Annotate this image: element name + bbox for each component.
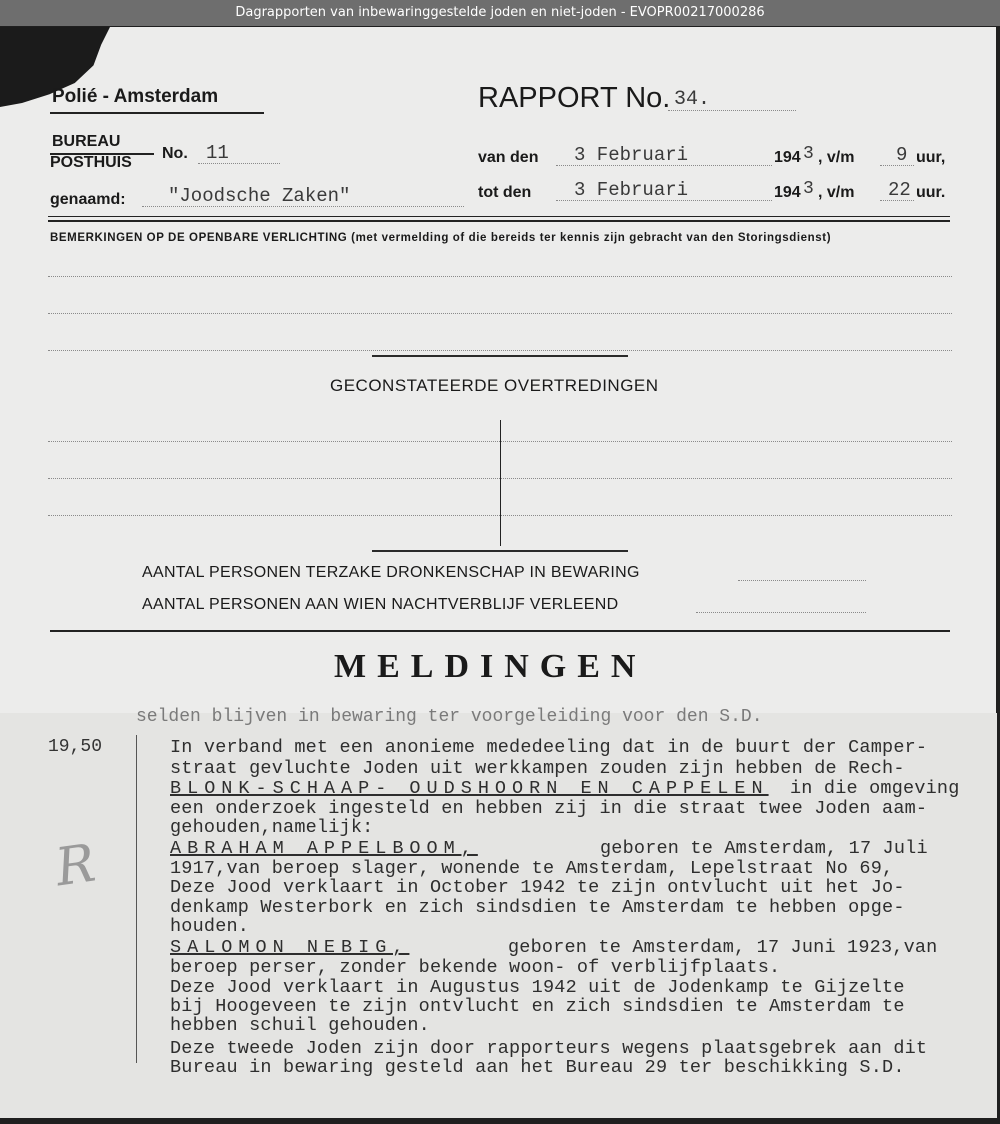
from-hour-line: [880, 165, 914, 166]
typed-line: denkamp Westerbork en zich sindsdien te Amsterdam te hebben opge-: [170, 897, 905, 918]
from-vm: , v/m: [818, 149, 855, 166]
police-label: Polié - Amsterdam: [52, 86, 219, 107]
typed-line: een onderzoek ingesteld en hebben zij in die straat twee Joden aam-: [170, 798, 928, 819]
typed-line: geboren te Amsterdam, 17 Juni 1923,van: [508, 937, 938, 958]
report-number: 34.: [674, 88, 711, 111]
report-number-line: [668, 110, 796, 111]
bureau-no-label: No.: [162, 145, 188, 162]
lighting-section: [50, 232, 831, 244]
to-hour-line: [880, 200, 914, 201]
typed-line: bij Hoogeveen te zijn ontvlucht en zich sindsdien te Amsterdam te: [170, 996, 905, 1017]
named-value: "Joodsche Zaken": [168, 185, 351, 207]
typed-line: gehouden,namelijk:: [170, 817, 374, 838]
named-line: [142, 206, 464, 207]
to-date-line: [556, 200, 772, 201]
person-name: ABRAHAM APPELBOOM,: [170, 838, 478, 859]
lighting-line-1: [48, 276, 952, 277]
time-column-rule: [136, 735, 137, 1063]
lighting-note: (met vermelding of die bereids ter kennis zijn gebracht van den Storingsdienst): [351, 232, 832, 244]
police-underline: [50, 112, 264, 114]
bureau-number-line: [198, 163, 280, 164]
meldingen-title: MELDINGEN: [334, 648, 647, 685]
to-label: tot den: [478, 184, 532, 201]
report-label: RAPPORT No.: [478, 82, 671, 114]
from-date-line: [556, 165, 772, 166]
from-hour: 9: [896, 144, 908, 166]
lighting-line-2: [48, 313, 952, 314]
typed-line: Deze Jood verklaart in Augustus 1942 uit de Jodenkamp te Gijzelte: [170, 977, 905, 998]
typed-line: straat gevluchte Joden uit werkkampen zouden zijn hebben de Rech-: [170, 758, 905, 779]
header-rule-thin: [48, 216, 950, 217]
violations-top-rule: [372, 355, 628, 357]
violations-column-divider: [500, 420, 501, 546]
to-uur: uur.: [916, 184, 946, 201]
person-name: SALOMON NEBIG,: [170, 937, 410, 958]
posthuis-label: POSTHUIS: [50, 154, 132, 171]
entry-time: 19,50: [48, 737, 103, 757]
bureau-label: BUREAU: [52, 133, 121, 150]
header-rule-thick: [48, 220, 950, 222]
typed-line: geboren te Amsterdam, 17 Juli: [600, 838, 928, 859]
to-hour: 22: [888, 179, 911, 201]
typed-line: Bureau in bewaring gesteld aan het Bureau 29 ter beschikking S.D.: [170, 1057, 905, 1078]
drunk-count-line: [738, 580, 866, 581]
typed-line: In verband met een anonieme mededeeling dat in de buurt der Camper-: [170, 737, 928, 758]
typed-line: Deze Jood verklaart in October 1942 te zijn ontvlucht uit het Jo-: [170, 877, 905, 898]
violations-bottom-rule: [372, 550, 628, 552]
typed-line: houden.: [170, 916, 250, 937]
from-label: van den: [478, 149, 539, 166]
typed-line: Deze tweede Joden zijn door rapporteurs wegens plaatsgebrek aan dit: [170, 1038, 928, 1059]
typed-line: beroep perser, zonder bekende woon- of verblijfplaats.: [170, 957, 781, 978]
to-vm: , v/m: [818, 184, 855, 201]
typed-line: 1917,van beroep slager, wonende te Amsterdam, Lepelstraat No 69,: [170, 858, 894, 879]
margin-handwritten-mark: R: [52, 833, 100, 899]
lighting-line-3: [48, 350, 952, 351]
from-year-digit: 3: [803, 144, 814, 164]
from-uur: uur,: [916, 149, 946, 166]
bureau-number: 11: [206, 142, 229, 164]
from-date: 3 Februari: [574, 144, 689, 166]
from-year: 194: [774, 149, 801, 166]
window-title: Dagrapporten van inbewaringgestelde joden en niet-joden - EVOPR00217000286: [0, 0, 1000, 26]
lighting-label: BEMERKINGEN OP DE OPENBARE VERLICHTING: [50, 232, 348, 244]
typed-line: in die omgeving: [790, 778, 960, 799]
night-count-line: [696, 612, 866, 613]
night-count-label: AANTAL PERSONEN AAN WIEN NACHTVERBLIJF VERLEEND: [142, 596, 619, 613]
typed-line: hebben schuil gehouden.: [170, 1015, 430, 1036]
drunk-count-label: AANTAL PERSONEN TERZAKE DRONKENSCHAP IN BEWARING: [142, 564, 640, 581]
to-date: 3 Februari: [574, 179, 689, 201]
cut-off-line: selden blijven in bewaring ter voorgeleiding voor den S.D.: [136, 707, 763, 727]
named-label: genaamd:: [50, 191, 126, 208]
meldingen-rule: [50, 630, 950, 632]
officer-names: BLONK-SCHAAP- OUDSHOORN EN CAPPELEN: [170, 778, 769, 799]
to-year-digit: 3: [803, 179, 814, 199]
violations-title: GECONSTATEERDE OVERTREDINGEN: [330, 376, 659, 395]
to-year: 194: [774, 184, 801, 201]
